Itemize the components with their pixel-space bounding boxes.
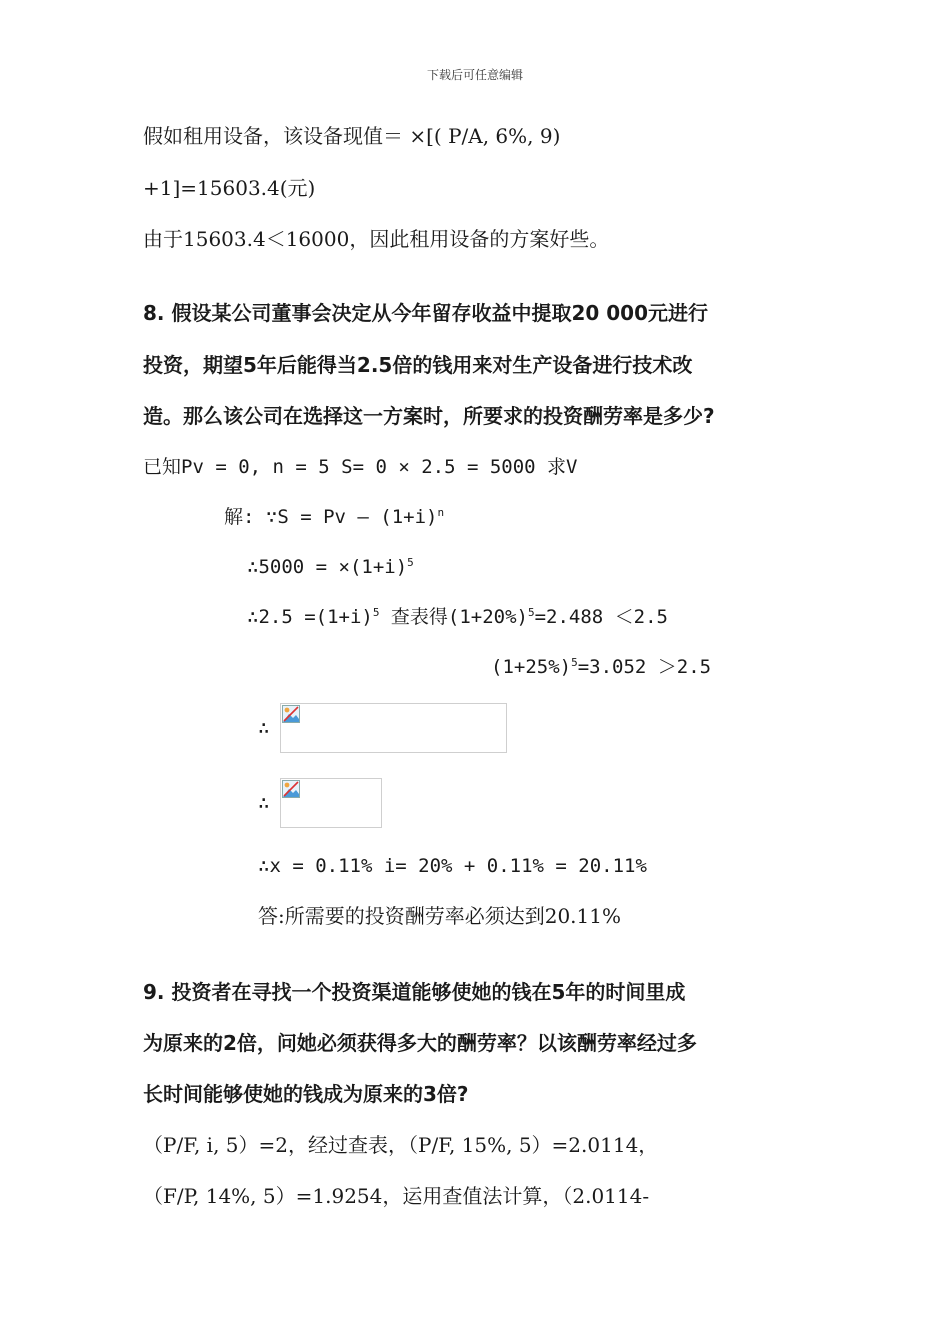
text-line: （P/F, i, 5）=2，经过查表，（P/F, 15%, 5）=2.0114， bbox=[143, 1133, 659, 1157]
text-line: （F/P, 14%, 5）=1.9254，运用查值法计算，（2.0114- bbox=[143, 1184, 650, 1208]
question-9-line: 长时间能够使她的钱成为原来的3倍? bbox=[143, 1082, 469, 1106]
therefore-symbol: ∴ bbox=[258, 717, 270, 739]
question-8-line: 投资，期望5年后能得当2.5倍的钱用来对生产设备进行技术改 bbox=[143, 353, 693, 377]
question-8-line: 8. 假设某公司董事会决定从今年留存收益中提取20 000元进行 bbox=[143, 301, 709, 325]
text-line: +1]=15603.4(元) bbox=[143, 176, 316, 200]
question-8-line: 造。那么该公司在选择这一方案时，所要求的投资酬劳率是多少? bbox=[143, 404, 715, 428]
solution-step-1: 解: ∵S = $Pv - (1+i)^n$ bbox=[224, 506, 445, 528]
therefore-symbol: ∴ bbox=[258, 792, 270, 814]
page-header: 下载后可任意编辑 bbox=[426, 68, 523, 82]
answer-line: 答:所需要的投资酬劳率必须达到20.11% bbox=[258, 904, 621, 928]
question-9-line: 为原来的2倍，问她必须获得多大的酬劳率？以该酬劳率经过多 bbox=[143, 1031, 697, 1055]
text-line: 假如租用设备，该设备现值＝ ×[( P/A, 6%, 9) bbox=[143, 124, 561, 148]
solution-step-3: ∴2.5 $=(1+i)^5$ 查表得$(1+20\%)^5=2.488 <2.5$ bbox=[247, 606, 668, 628]
solution-step-4: $(1+25\%)^5=3.052 >2.5$ bbox=[491, 656, 712, 678]
known-values: 已知Pv = 0, n = 5 S= 0 × 2.5 = 5000 求V bbox=[143, 456, 578, 478]
formula-image-placeholder bbox=[280, 703, 507, 753]
question-9-line: 9. 投资者在寻找一个投资渠道能够使她的钱在5年的时间里成 bbox=[143, 980, 686, 1004]
broken-image-icon bbox=[282, 705, 300, 723]
formula-image-placeholder bbox=[280, 778, 382, 828]
broken-image-icon bbox=[282, 780, 300, 798]
text-line: 由于15603.4＜16000，因此租用设备的方案好些。 bbox=[143, 227, 610, 251]
solution-step-2: ∴5000 = $\times(1+i)^5$ bbox=[247, 556, 414, 578]
solution-step-5: ∴x = 0.11% i= 20% + 0.11% = 20.11% bbox=[258, 855, 647, 877]
